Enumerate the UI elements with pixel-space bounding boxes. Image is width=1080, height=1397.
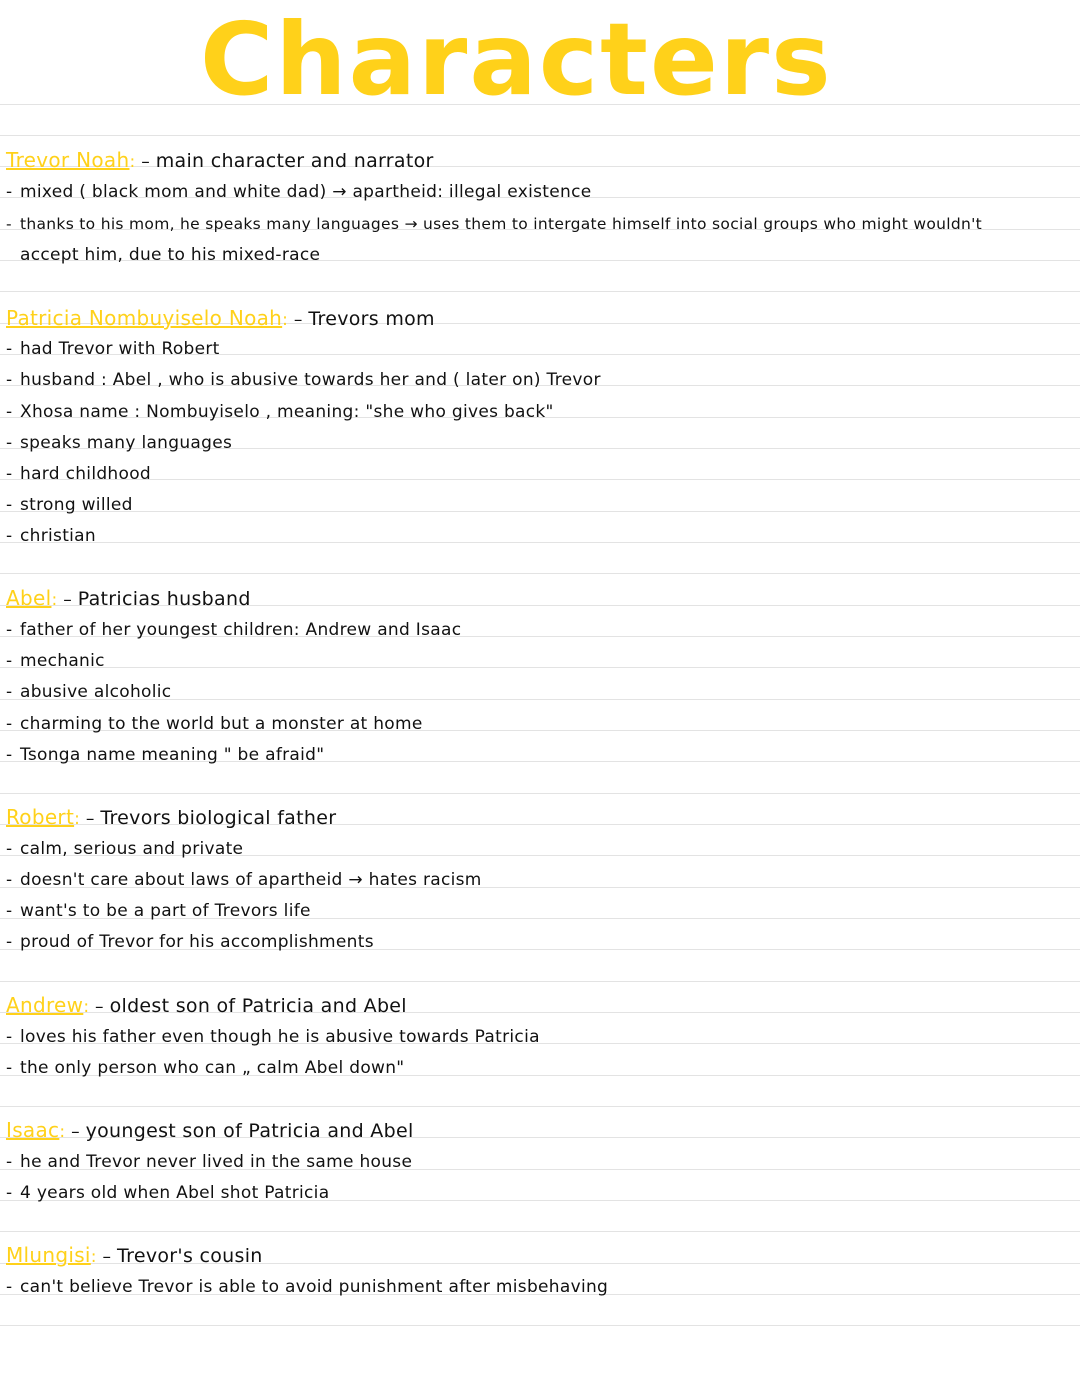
list-item: - hard childhood bbox=[6, 464, 152, 484]
list-item: - proud of Trevor for his accomplishments bbox=[6, 932, 374, 952]
colon-separator: : bbox=[90, 1247, 97, 1267]
point-text: father of her youngest children: Andrew and Isaac bbox=[20, 620, 462, 640]
rule-line bbox=[0, 1106, 1080, 1107]
point-text: 4 years old when Abel shot Patricia bbox=[20, 1183, 330, 1203]
rule-line bbox=[0, 291, 1080, 292]
list-item: - thanks to his mom, he speaks many languages → uses them to intergate himself into social groups who might wouldn't bbox=[6, 215, 983, 233]
list-item: - strong willed bbox=[6, 495, 133, 515]
rule-line bbox=[0, 667, 1080, 668]
point-text: calm, serious and private bbox=[20, 839, 244, 859]
list-item: - want's to be a part of Trevors life bbox=[6, 901, 311, 921]
character-description: Trevors biological father bbox=[100, 807, 337, 829]
point-text: mechanic bbox=[20, 651, 105, 671]
character-description: main character and narrator bbox=[155, 150, 434, 172]
character-description: oldest son of Patricia and Abel bbox=[109, 995, 407, 1017]
character-name: Abel bbox=[6, 586, 52, 610]
rule-line bbox=[0, 573, 1080, 574]
list-item: - calm, serious and private bbox=[6, 839, 244, 859]
point-text: accept him, due to his mixed-race bbox=[20, 245, 321, 265]
character-heading: Mlungisi: – Trevor's cousin bbox=[6, 1243, 263, 1267]
rule-line bbox=[0, 479, 1080, 480]
rule-line bbox=[0, 511, 1080, 512]
point-text: he and Trevor never lived in the same house bbox=[20, 1152, 413, 1172]
point-text: mixed ( black mom and white dad) → apartheid: illegal existence bbox=[20, 182, 592, 202]
list-item: - 4 years old when Abel shot Patricia bbox=[6, 1183, 330, 1203]
colon-separator: : bbox=[282, 310, 289, 330]
list-item: - christian bbox=[6, 526, 96, 546]
character-heading: Isaac: – youngest son of Patricia and Abel bbox=[6, 1118, 414, 1142]
character-heading: Abel: – Patricias husband bbox=[6, 586, 251, 610]
list-item: - had Trevor with Robert bbox=[6, 339, 220, 359]
list-item: - speaks many languages bbox=[6, 433, 233, 453]
list-item: - loves his father even though he is abusive towards Patricia bbox=[6, 1027, 540, 1047]
list-item: - can't believe Trevor is able to avoid punishment after misbehaving bbox=[6, 1277, 609, 1297]
character-description: youngest son of Patricia and Abel bbox=[85, 1120, 414, 1142]
point-text: want's to be a part of Trevors life bbox=[20, 901, 311, 921]
point-text: strong willed bbox=[20, 495, 133, 515]
point-text: thanks to his mom, he speaks many languages → uses them to intergate himself into social groups who might wouldn't bbox=[20, 215, 983, 233]
character-heading: Trevor Noah: – main character and narrator bbox=[6, 148, 434, 172]
point-text: doesn't care about laws of apartheid → hates racism bbox=[20, 870, 482, 890]
character-name: Andrew bbox=[6, 993, 84, 1017]
list-item: - Xhosa name : Nombuyiselo , meaning: "she who gives back" bbox=[6, 402, 554, 422]
list-item: - abusive alcoholic bbox=[6, 682, 172, 702]
colon-separator: : bbox=[129, 152, 136, 172]
point-text: proud of Trevor for his accomplishments bbox=[20, 932, 374, 952]
list-item: - charming to the world but a monster at home bbox=[6, 714, 423, 734]
page-title: Characters bbox=[200, 1, 833, 118]
list-item: - Tsonga name meaning " be afraid" bbox=[6, 745, 325, 765]
character-description: Trevors mom bbox=[308, 308, 435, 330]
list-item: - he and Trevor never lived in the same house bbox=[6, 1152, 413, 1172]
point-text: speaks many languages bbox=[20, 433, 233, 453]
list-item: - mixed ( black mom and white dad) → apartheid: illegal existence bbox=[6, 182, 592, 202]
character-name: Isaac bbox=[6, 1118, 60, 1142]
colon-separator: : bbox=[83, 997, 90, 1017]
colon-separator: : bbox=[74, 809, 81, 829]
point-text: the only person who can „ calm Abel down" bbox=[20, 1058, 405, 1078]
colon-separator: : bbox=[59, 1122, 66, 1142]
list-item: - mechanic bbox=[6, 651, 105, 671]
point-text: had Trevor with Robert bbox=[20, 339, 220, 359]
point-text: hard childhood bbox=[20, 464, 152, 484]
character-name: Patricia Nombuyiselo Noah bbox=[6, 306, 283, 330]
rule-line bbox=[0, 1325, 1080, 1326]
point-text: abusive alcoholic bbox=[20, 682, 172, 702]
list-item bbox=[6, 241, 320, 269]
rule-line bbox=[0, 1231, 1080, 1232]
list-item: - husband : Abel , who is abusive towards her and ( later on) Trevor bbox=[6, 370, 601, 390]
point-text: Xhosa name : Nombuyiselo , meaning: "she who gives back" bbox=[20, 402, 554, 422]
character-description: Trevor's cousin bbox=[117, 1245, 263, 1267]
point-text: charming to the world but a monster at home bbox=[20, 714, 423, 734]
rule-line bbox=[0, 793, 1080, 794]
rule-line bbox=[0, 135, 1080, 136]
character-name: Trevor Noah bbox=[6, 148, 130, 172]
rule-line bbox=[0, 542, 1080, 543]
point-text: can't believe Trevor is able to avoid punishment after misbehaving bbox=[20, 1277, 609, 1297]
point-text: loves his father even though he is abusive towards Patricia bbox=[20, 1027, 540, 1047]
character-name: Mlungisi bbox=[6, 1243, 91, 1267]
rule-line bbox=[0, 981, 1080, 982]
character-heading: Patricia Nombuyiselo Noah: – Trevors mom bbox=[6, 306, 435, 330]
character-name: Robert bbox=[6, 805, 75, 829]
point-text: Tsonga name meaning " be afraid" bbox=[20, 745, 325, 765]
point-text: christian bbox=[20, 526, 96, 546]
character-heading: Robert: – Trevors biological father bbox=[6, 805, 337, 829]
colon-separator: : bbox=[51, 590, 58, 610]
list-item: - father of her youngest children: Andrew and Isaac bbox=[6, 620, 462, 640]
point-text: husband : Abel , who is abusive towards her and ( later on) Trevor bbox=[20, 370, 601, 390]
list-item: - doesn't care about laws of apartheid → hates racism bbox=[6, 870, 482, 890]
list-item: - the only person who can „ calm Abel down" bbox=[6, 1058, 405, 1078]
character-heading: Andrew: – oldest son of Patricia and Abel bbox=[6, 993, 407, 1017]
character-description: Patricias husband bbox=[77, 588, 251, 610]
